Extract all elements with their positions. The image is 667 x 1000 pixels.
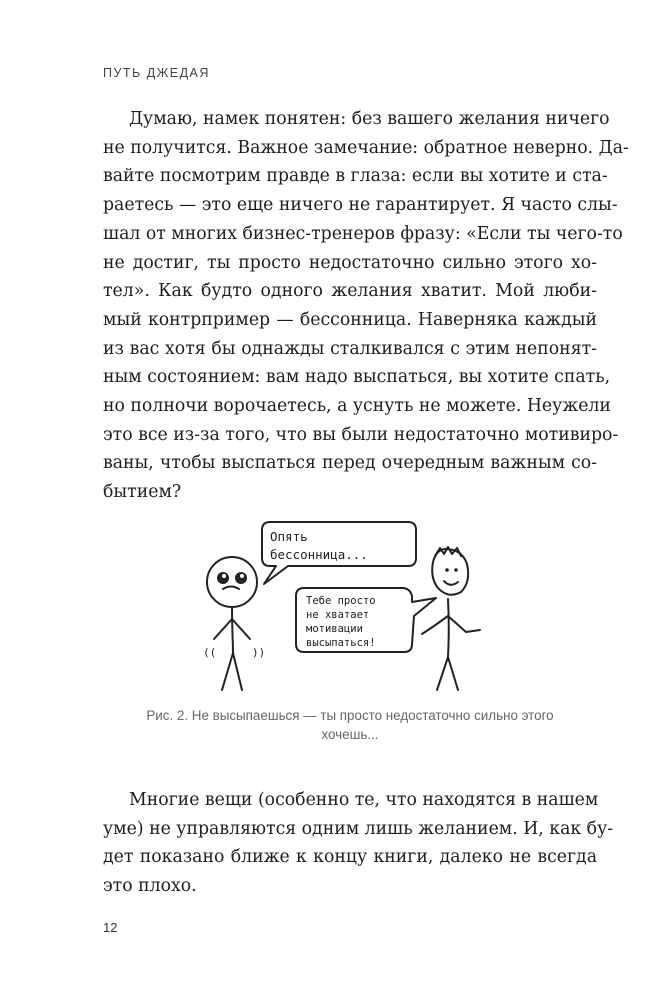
paragraph-2 [103, 786, 614, 901]
text-line: ным состоянием: вам надо выспаться, вы хотите спать, [103, 367, 611, 388]
shiver-marks-left: (( [203, 646, 217, 659]
text-line: Думаю, намек понятен: без вашего желания ничего [129, 109, 610, 129]
text-line: бытием? [103, 482, 182, 503]
text-line: не достиг, ты просто недостаточно сильно этого хо- [103, 252, 597, 273]
text-line: ваны, чтобы выспаться перед очередным важным со- [103, 453, 597, 474]
page-number: 12 [103, 920, 118, 935]
text-line: не получится. Важное замечание: обратное неверно. Да- [103, 137, 629, 158]
caption-line: Рис. 2. Не высыпаешься — ты просто недостаточно сильно этого [146, 708, 554, 723]
text-line: дет показано ближе к концу книги, далеко не всегда [103, 847, 597, 868]
figure-caption [103, 706, 597, 744]
text-line: Многие вещи (особенно те, что находятся в нашем [129, 790, 599, 810]
bubble-left-line: Опять [270, 529, 308, 544]
text-line: но полночи ворочаетесь, а уснуть не можете. Неужели [103, 396, 611, 417]
paragraph-1 [103, 105, 629, 507]
text-line: из вас хотя бы однажды сталкивался с этим непонят- [103, 338, 597, 359]
text-line: вайте посмотрим правде в глаза: если вы хотите и ста- [103, 166, 608, 187]
text-line: это все из-за того, что вы были недостаточно мотивиро- [103, 424, 619, 445]
bubble-right-line: мотивации [306, 623, 363, 635]
bubble-right-line: Тебе просто [306, 595, 376, 607]
text-line: шал от многих бизнес-тренеров фразу: «Если ты чего-то [103, 223, 623, 244]
text-line: уме) не управляются одним лишь желанием. И, как бу- [103, 818, 614, 839]
text-line: это плохо. [103, 876, 197, 897]
bubble-right-line: не хватает [306, 609, 370, 621]
shiver-marks-right: )) [252, 646, 266, 659]
text-line: раетесь — это еще ничего не гарантирует. Я часто слы- [103, 195, 618, 216]
smiling-man-head [432, 549, 468, 595]
text-line: мый контрпример — бессонница. Наверняка каждый [103, 309, 597, 330]
cartoon-figure [190, 518, 490, 698]
caption-line: хочешь... [321, 727, 379, 742]
running-head: ПУТЬ ДЖЕДАЯ [103, 66, 210, 80]
text-line: тел». Как будто одного желания хватит. Мой люби- [103, 281, 597, 302]
bubble-left-line: бессонница... [270, 547, 368, 562]
sad-face-head [207, 557, 257, 607]
bubble-right-line: высыпаться! [306, 637, 376, 649]
